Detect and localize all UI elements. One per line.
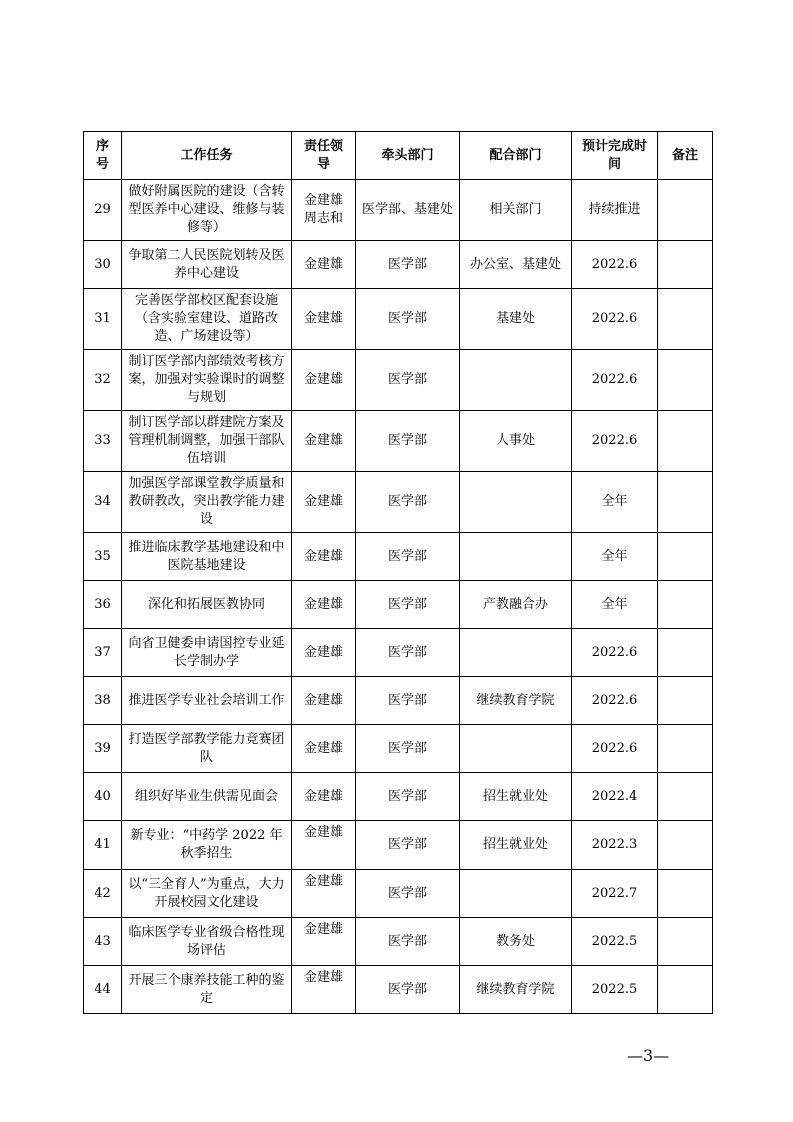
cell-lead-dept: 医学部: [356, 581, 460, 629]
cell-coop-dept: [460, 629, 572, 677]
header-lead-dept: 牵头部门: [356, 132, 460, 180]
cell-seq: 39: [84, 725, 122, 773]
cell-task: 深化和拓展医教协同: [122, 581, 292, 629]
cell-task: 加强医学部课堂教学质量和教研教改，突出教学能力建设: [122, 472, 292, 533]
header-seq: 序号: [84, 132, 122, 180]
cell-seq: 42: [84, 870, 122, 918]
cell-seq: 43: [84, 918, 122, 966]
cell-seq: 37: [84, 629, 122, 677]
cell-task: 制订医学部内部绩效考核方案，加强对实验课时的调整与规划: [122, 350, 292, 411]
cell-note: [658, 241, 713, 289]
cell-deadline: 2022.6: [572, 350, 658, 411]
cell-deadline: 2022.7: [572, 870, 658, 918]
table-row: [84, 677, 713, 725]
cell-deadline: 2022.6: [572, 629, 658, 677]
cell-leader: 金建雄: [292, 411, 356, 472]
cell-leader: 金建雄: [292, 725, 356, 773]
cell-coop-dept: [460, 870, 572, 918]
cell-note: [658, 350, 713, 411]
cell-coop-dept: 产教融合办: [460, 581, 572, 629]
cell-seq: 29: [84, 180, 122, 241]
cell-seq: 36: [84, 581, 122, 629]
cell-deadline: 2022.6: [572, 725, 658, 773]
cell-coop-dept: 继续教育学院: [460, 677, 572, 725]
page-number: —3—: [627, 1046, 670, 1065]
cell-seq: 33: [84, 411, 122, 472]
cell-coop-dept: [460, 472, 572, 533]
cell-deadline: 2022.3: [572, 821, 658, 870]
cell-lead-dept: 医学部: [356, 472, 460, 533]
cell-seq: 30: [84, 241, 122, 289]
header-leader: 责任领导: [292, 132, 356, 180]
cell-lead-dept: 医学部: [356, 241, 460, 289]
cell-task: 临床医学专业省级合格性现场评估: [122, 918, 292, 966]
cell-note: [658, 581, 713, 629]
cell-seq: 31: [84, 289, 122, 350]
cell-deadline: 2022.6: [572, 411, 658, 472]
cell-task: 完善医学部校区配套设施（含实验室建设、道路改造、广场建设等）: [122, 289, 292, 350]
cell-lead-dept: 医学部: [356, 677, 460, 725]
table-row: [84, 629, 713, 677]
cell-seq: 38: [84, 677, 122, 725]
cell-deadline: 全年: [572, 533, 658, 581]
header-note: 备注: [658, 132, 713, 180]
cell-seq: 34: [84, 472, 122, 533]
table-row: [84, 350, 713, 411]
cell-task: 推进医学专业社会培训工作: [122, 677, 292, 725]
cell-coop-dept: [460, 725, 572, 773]
table-row: [84, 773, 713, 821]
cell-coop-dept: 相关部门: [460, 180, 572, 241]
cell-note: [658, 629, 713, 677]
table-row: [84, 725, 713, 773]
cell-note: [658, 180, 713, 241]
cell-coop-dept: [460, 533, 572, 581]
table-row: [84, 821, 713, 870]
cell-leader: 金建雄: [292, 821, 356, 870]
table-row: [84, 918, 713, 966]
cell-deadline: 2022.6: [572, 677, 658, 725]
cell-leader: 金建雄: [292, 241, 356, 289]
cell-deadline: 2022.5: [572, 918, 658, 966]
cell-coop-dept: 招生就业处: [460, 773, 572, 821]
cell-deadline: 全年: [572, 581, 658, 629]
cell-task: 制订医学部以群建院方案及管理机制调整，加强干部队伍培训: [122, 411, 292, 472]
table-body: [84, 180, 713, 1014]
cell-note: [658, 870, 713, 918]
cell-task: 组织好毕业生供需见面会: [122, 773, 292, 821]
table-row: [84, 581, 713, 629]
cell-coop-dept: 教务处: [460, 918, 572, 966]
cell-leader: 金建雄 周志和: [292, 180, 356, 241]
cell-note: [658, 821, 713, 870]
cell-seq: 44: [84, 966, 122, 1014]
cell-lead-dept: 医学部: [356, 350, 460, 411]
cell-note: [658, 472, 713, 533]
cell-leader: 金建雄: [292, 289, 356, 350]
cell-deadline: 持续推进: [572, 180, 658, 241]
cell-leader: 金建雄: [292, 472, 356, 533]
cell-note: [658, 966, 713, 1014]
cell-task: 以“三全育人”为重点，大力开展校园文化建设: [122, 870, 292, 918]
cell-task: 做好附属医院的建设（含转型医养中心建设、维修与装修等）: [122, 180, 292, 241]
cell-lead-dept: 医学部: [356, 289, 460, 350]
cell-leader: 金建雄: [292, 773, 356, 821]
cell-coop-dept: 基建处: [460, 289, 572, 350]
cell-note: [658, 918, 713, 966]
cell-deadline: 2022.6: [572, 289, 658, 350]
cell-task: 向省卫健委申请国控专业延长学制办学: [122, 629, 292, 677]
cell-coop-dept: 继续教育学院: [460, 966, 572, 1014]
cell-deadline: 全年: [572, 472, 658, 533]
cell-seq: 41: [84, 821, 122, 870]
cell-task: 推进临床教学基地建设和中医院基地建设: [122, 533, 292, 581]
cell-leader: 金建雄: [292, 581, 356, 629]
table-row: [84, 241, 713, 289]
table-row: [84, 472, 713, 533]
cell-note: [658, 773, 713, 821]
cell-deadline: 2022.5: [572, 966, 658, 1014]
cell-lead-dept: 医学部: [356, 629, 460, 677]
cell-deadline: 2022.6: [572, 241, 658, 289]
cell-note: [658, 533, 713, 581]
table-row: [84, 289, 713, 350]
cell-task: 打造医学部教学能力竞赛团队: [122, 725, 292, 773]
task-table: [83, 131, 713, 1014]
table-row: [84, 180, 713, 241]
cell-lead-dept: 医学部: [356, 918, 460, 966]
cell-deadline: 2022.4: [572, 773, 658, 821]
cell-note: [658, 289, 713, 350]
table-header-row: [84, 132, 713, 180]
cell-task: 争取第二人民医院划转及医养中心建设: [122, 241, 292, 289]
cell-lead-dept: 医学部: [356, 773, 460, 821]
cell-leader: 金建雄: [292, 350, 356, 411]
cell-task: 开展三个康养技能工种的鉴定: [122, 966, 292, 1014]
cell-lead-dept: 医学部: [356, 725, 460, 773]
cell-coop-dept: 人事处: [460, 411, 572, 472]
cell-coop-dept: 招生就业处: [460, 821, 572, 870]
cell-leader: 金建雄: [292, 629, 356, 677]
cell-note: [658, 677, 713, 725]
cell-leader: 金建雄: [292, 677, 356, 725]
header-task: 工作任务: [122, 132, 292, 180]
cell-seq: 35: [84, 533, 122, 581]
header-coop-dept: 配合部门: [460, 132, 572, 180]
cell-lead-dept: 医学部: [356, 966, 460, 1014]
table-row: [84, 870, 713, 918]
cell-leader: 金建雄: [292, 966, 356, 1014]
cell-lead-dept: 医学部: [356, 411, 460, 472]
cell-coop-dept: 办公室、基建处: [460, 241, 572, 289]
cell-leader: 金建雄: [292, 918, 356, 966]
header-deadline: 预计完成时间: [572, 132, 658, 180]
cell-coop-dept: [460, 350, 572, 411]
cell-note: [658, 725, 713, 773]
cell-task: 新专业：“中药学 2022 年秋季招生: [122, 821, 292, 870]
cell-seq: 32: [84, 350, 122, 411]
cell-seq: 40: [84, 773, 122, 821]
cell-leader: 金建雄: [292, 533, 356, 581]
cell-note: [658, 411, 713, 472]
cell-lead-dept: 医学部: [356, 821, 460, 870]
cell-lead-dept: 医学部、基建处: [356, 180, 460, 241]
cell-lead-dept: 医学部: [356, 870, 460, 918]
table-row: [84, 966, 713, 1014]
table-row: [84, 533, 713, 581]
cell-lead-dept: 医学部: [356, 533, 460, 581]
cell-leader: 金建雄: [292, 870, 356, 918]
table-row: [84, 411, 713, 472]
